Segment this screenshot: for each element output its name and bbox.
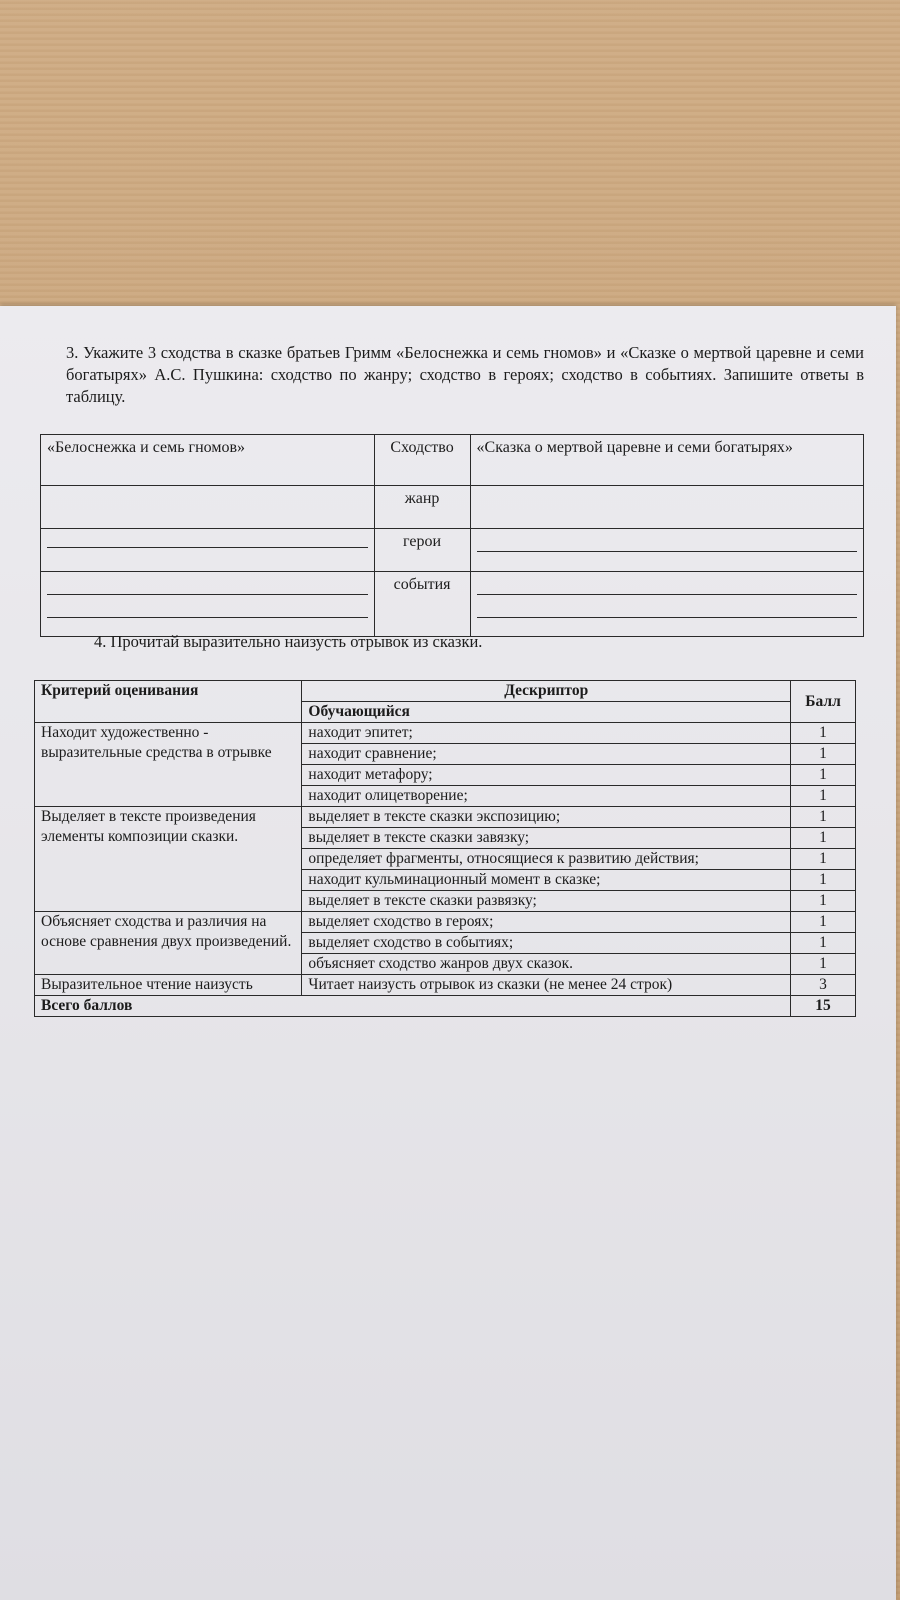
genre-left-answer[interactable]	[41, 486, 375, 529]
descriptor-cell: находит олицетворение;	[302, 786, 791, 807]
table-row	[35, 975, 856, 996]
worksheet-paper	[0, 306, 896, 1600]
score-cell: 1	[791, 849, 856, 870]
answer-line	[47, 574, 368, 595]
table-row	[35, 807, 856, 828]
descriptor-cell: объясняет сходство жанров двух сказок.	[302, 954, 791, 975]
criterion-cell: Находит художественно - выразительные средства в отрывке	[35, 723, 302, 807]
heroes-right-answer[interactable]	[470, 529, 863, 572]
total-score: 15	[791, 996, 856, 1017]
descriptor-cell: находит метафору;	[302, 765, 791, 786]
descriptor-cell: определяет фрагменты, относящиеся к развитию действия;	[302, 849, 791, 870]
descriptor-cell: выделяет в тексте сказки экспозицию;	[302, 807, 791, 828]
row-label-events: события	[374, 572, 470, 637]
score-cell: 1	[791, 807, 856, 828]
header-score: Балл	[791, 681, 856, 723]
score-cell: 1	[791, 954, 856, 975]
descriptor-cell: выделяет в тексте сказки завязку;	[302, 828, 791, 849]
score-cell: 1	[791, 828, 856, 849]
answer-line	[477, 574, 857, 595]
descriptor-cell: находит кульминационный момент в сказке;	[302, 870, 791, 891]
heroes-left-answer[interactable]	[41, 529, 375, 572]
answer-line	[47, 597, 368, 618]
answer-line	[477, 597, 857, 618]
answer-line	[47, 527, 368, 548]
descriptor-cell: выделяет сходство в событиях;	[302, 933, 791, 954]
comparison-header-row	[41, 435, 864, 486]
criterion-cell: Объясняет сходства и различия на основе сравнения двух произведений.	[35, 912, 302, 975]
score-cell: 1	[791, 786, 856, 807]
comparison-row-events	[41, 572, 864, 637]
total-label: Всего баллов	[35, 996, 791, 1017]
score-cell: 3	[791, 975, 856, 996]
answer-line	[477, 531, 857, 552]
criteria-header-row	[35, 681, 856, 702]
comparison-row-genre	[41, 486, 864, 529]
score-cell: 1	[791, 765, 856, 786]
events-left-answer[interactable]	[41, 572, 375, 637]
genre-right-answer[interactable]	[470, 486, 863, 529]
comparison-table	[40, 434, 864, 637]
header-student: Обучающийся	[302, 702, 791, 723]
score-cell: 1	[791, 723, 856, 744]
table-row	[35, 912, 856, 933]
descriptor-cell: Читает наизусть отрывок из сказки (не менее 24 строк)	[302, 975, 791, 996]
total-row	[35, 996, 856, 1017]
criteria-table	[34, 680, 856, 1017]
row-label-heroes: герои	[374, 529, 470, 572]
score-cell: 1	[791, 870, 856, 891]
criterion-cell: Выразительное чтение наизусть	[35, 975, 302, 996]
score-cell: 1	[791, 933, 856, 954]
row-label-genre: жанр	[374, 486, 470, 529]
header-similarity: Сходство	[374, 435, 470, 486]
descriptor-cell: находит сравнение;	[302, 744, 791, 765]
header-snow-white: «Белоснежка и семь гномов»	[41, 435, 375, 486]
task-3-instructions: 3. Укажите 3 сходства в сказке братьев Гримм «Белоснежка и семь гномов» и «Сказке о мертвой царевне и семи богатырях» А.С. Пушкина: сходство по жанру; сходство в героях; сходство в событиях. Запишите ответы в таблицу.	[66, 343, 864, 406]
score-cell: 1	[791, 744, 856, 765]
header-descriptor: Дескриптор	[302, 681, 791, 702]
header-dead-princess: «Сказка о мертвой царевне и семи богатырях»	[470, 435, 863, 486]
descriptor-cell: находит эпитет;	[302, 723, 791, 744]
criterion-cell: Выделяет в тексте произведения элементы композиции сказки.	[35, 807, 302, 912]
events-right-answer[interactable]	[470, 572, 863, 637]
score-cell: 1	[791, 891, 856, 912]
comparison-row-heroes	[41, 529, 864, 572]
descriptor-cell: выделяет в тексте сказки развязку;	[302, 891, 791, 912]
header-criterion: Критерий оценивания	[35, 681, 302, 723]
table-row	[35, 723, 856, 744]
task-4-instructions: 4. Прочитай выразительно наизусть отрывок из сказки.	[94, 632, 483, 651]
descriptor-cell: выделяет сходство в героях;	[302, 912, 791, 933]
score-cell: 1	[791, 912, 856, 933]
